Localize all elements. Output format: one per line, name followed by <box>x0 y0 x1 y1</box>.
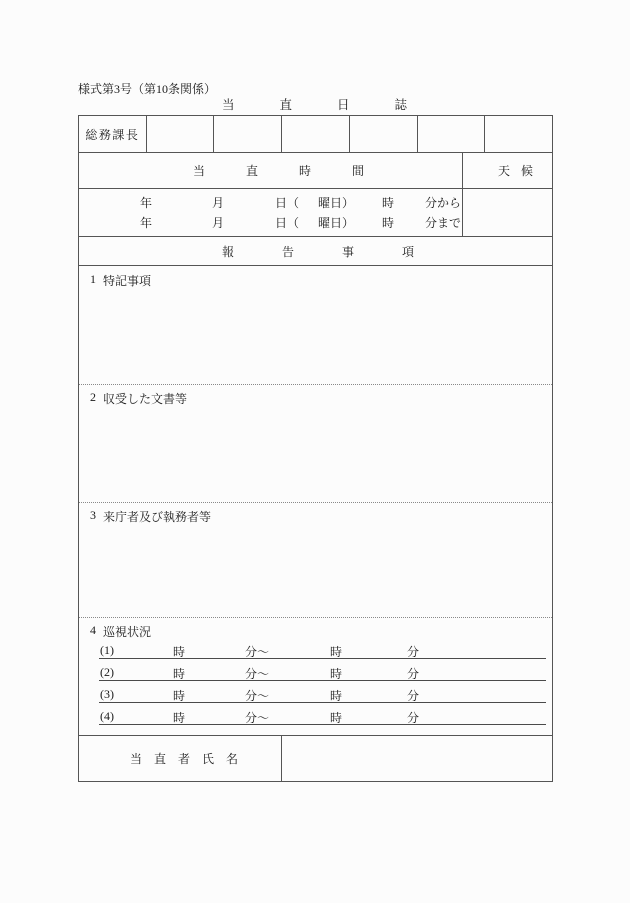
month-label: 月 <box>212 216 225 230</box>
day-label: 日（ <box>275 196 300 210</box>
form-number-label: 様式第3号（第10条関係） <box>78 82 217 96</box>
section-title: 来庁者及び執務者等 <box>103 510 212 524</box>
section-number: 4 <box>90 623 96 637</box>
section-label <box>90 272 151 289</box>
weather-header: 天候 <box>498 164 545 178</box>
approval-label-cell <box>79 116 147 152</box>
patrol-number: (1) <box>100 643 114 657</box>
weekday-label: 曜日） <box>318 216 355 230</box>
duty-log-table <box>78 115 553 782</box>
duty-person-row <box>79 736 552 781</box>
minute-label: 分 <box>407 711 420 725</box>
report-header: 報告事項 <box>222 244 463 259</box>
section-label <box>90 508 211 525</box>
minute-from-label: 分から <box>425 196 462 210</box>
minute-to-label: 分まで <box>425 216 462 230</box>
report-header-row <box>79 237 552 266</box>
patrol-entry-field[interactable] <box>99 664 546 681</box>
hour-label: 時 <box>330 689 343 703</box>
year-label: 年 <box>140 196 153 210</box>
duty-time-header-row <box>79 153 552 189</box>
weather-header-cell <box>463 153 552 188</box>
patrol-number: (3) <box>100 687 114 701</box>
approval-label: 総務課長 <box>85 127 140 142</box>
section-title: 特記事項 <box>103 274 152 288</box>
approval-row <box>79 116 552 153</box>
duty-time-from-line <box>79 194 462 210</box>
section-visitors[interactable] <box>79 503 552 618</box>
section-number: 1 <box>90 272 96 286</box>
patrol-number: (4) <box>100 709 114 723</box>
year-label: 年 <box>140 216 153 230</box>
duty-time-field[interactable] <box>79 189 463 236</box>
weather-field[interactable] <box>463 189 552 236</box>
patrol-number: (2) <box>100 665 114 679</box>
minute-label: 分～ <box>245 645 270 659</box>
approval-stamp-cell[interactable] <box>147 116 215 152</box>
section-label <box>90 623 151 640</box>
approval-stamp-cell[interactable] <box>350 116 418 152</box>
minute-label: 分 <box>407 667 420 681</box>
month-label: 月 <box>212 196 225 210</box>
section-title: 収受した文書等 <box>103 392 188 406</box>
patrol-entry-field[interactable] <box>99 642 546 659</box>
section-number: 3 <box>90 508 96 522</box>
minute-label: 分～ <box>245 711 270 725</box>
duty-time-to-line <box>79 214 462 230</box>
minute-label: 分 <box>407 689 420 703</box>
section-special-notes[interactable] <box>79 266 552 385</box>
hour-label: 時 <box>330 667 343 681</box>
section-patrol <box>79 618 552 736</box>
hour-label: 時 <box>173 667 186 681</box>
duty-time-value-row <box>79 189 552 237</box>
minute-label: 分 <box>407 645 420 659</box>
approval-stamp-cell[interactable] <box>282 116 350 152</box>
hour-label: 時 <box>173 711 186 725</box>
approval-stamp-cell[interactable] <box>214 116 282 152</box>
duty-time-header-cell <box>79 153 463 188</box>
approval-stamp-cell[interactable] <box>418 116 486 152</box>
hour-label: 時 <box>330 711 343 725</box>
duty-person-name-field[interactable] <box>282 736 552 781</box>
patrol-entry-field[interactable] <box>99 708 546 725</box>
duty-person-label-cell <box>79 736 282 781</box>
hour-label: 時 <box>382 196 395 210</box>
minute-label: 分～ <box>245 689 270 703</box>
hour-label: 時 <box>173 689 186 703</box>
approval-stamp-cell[interactable] <box>485 116 552 152</box>
day-label: 日（ <box>275 216 300 230</box>
duty-time-header: 当直時間 <box>193 164 406 178</box>
section-received-documents[interactable] <box>79 385 552 503</box>
section-title: 巡視状況 <box>103 625 152 639</box>
hour-label: 時 <box>382 216 395 230</box>
hour-label: 時 <box>330 645 343 659</box>
weekday-label: 曜日） <box>318 196 355 210</box>
section-label <box>90 390 187 407</box>
section-number: 2 <box>90 390 96 404</box>
hour-label: 時 <box>173 645 186 659</box>
minute-label: 分～ <box>245 667 270 681</box>
patrol-entry-field[interactable] <box>99 686 546 703</box>
report-body <box>79 266 552 736</box>
duty-person-name-label: 当直者氏名 <box>130 752 251 766</box>
page-title: 当直日誌 <box>222 98 453 112</box>
